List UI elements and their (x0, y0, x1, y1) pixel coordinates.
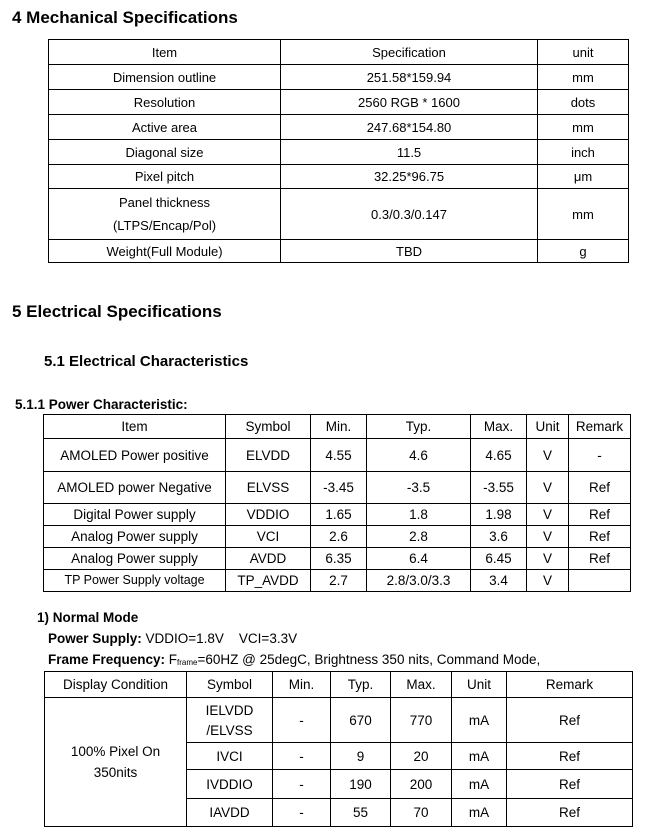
frame-subscript: frame (177, 658, 198, 667)
cell-symbol: ELVSS (226, 472, 311, 504)
symbol-line2: /ELVSS (206, 722, 253, 738)
cell-unit: V (527, 472, 569, 504)
electrical-heading: 5 Electrical Specifications (12, 302, 222, 321)
cell-max: 3.6 (471, 526, 527, 548)
cell-remark: Ref (569, 548, 631, 570)
cell-item: Weight(Full Module) (49, 240, 281, 263)
table-header-row (49, 40, 629, 65)
table-header-row (44, 415, 631, 439)
cell-unit: mA (452, 698, 507, 743)
table-row (44, 472, 631, 504)
header-spec: Specification (281, 40, 538, 65)
symbol-line1: IELVDD (205, 702, 254, 718)
cell-typ: 1.8 (367, 504, 471, 526)
cell-spec: TBD (281, 240, 538, 263)
header-symbol: Symbol (187, 672, 273, 698)
frame-frequency-line (48, 652, 540, 667)
cell-unit: mm (538, 65, 629, 90)
cell-typ: 2.8/3.0/3.3 (367, 570, 471, 592)
cell-unit: V (527, 570, 569, 592)
cell-unit: g (538, 240, 629, 263)
cell-unit: V (527, 439, 569, 472)
mechanical-table (48, 39, 629, 263)
cell-min: 4.55 (311, 439, 367, 472)
cell-remark: - (569, 439, 631, 472)
cell-remark (569, 570, 631, 592)
cell-remark: Ref (507, 770, 633, 799)
cell-remark: Ref (507, 799, 633, 827)
cell-min: 1.65 (311, 504, 367, 526)
normal-mode-table (44, 671, 633, 827)
cell-max: 770 (391, 698, 452, 743)
cell-item: Analog Power supply (44, 548, 226, 570)
power-characteristic-heading: 5.1.1 Power Characteristic: (15, 397, 188, 412)
normal-mode-heading: 1) Normal Mode (37, 610, 139, 625)
cell-symbol: TP_AVDD (226, 570, 311, 592)
cell-typ: -3.5 (367, 472, 471, 504)
cell-symbol (187, 698, 273, 743)
cell-remark: Ref (569, 472, 631, 504)
cell-symbol: IVDDIO (187, 770, 273, 799)
cell-spec: 32.25*96.75 (281, 165, 538, 189)
cell-max: 20 (391, 743, 452, 770)
cell-typ: 55 (331, 799, 391, 827)
cell-min: - (273, 799, 331, 827)
cell-item: Digital Power supply (44, 504, 226, 526)
cell-typ: 4.6 (367, 439, 471, 472)
header-unit: Unit (452, 672, 507, 698)
cell-item-line1: Panel thickness (118, 195, 211, 210)
cell-min: 6.35 (311, 548, 367, 570)
header-typ: Typ. (331, 672, 391, 698)
header-min: Min. (273, 672, 331, 698)
table-header-row (45, 672, 633, 698)
cell-item: TP Power Supply voltage (44, 570, 226, 592)
header-typ: Typ. (367, 415, 471, 439)
header-max: Max. (471, 415, 527, 439)
header-unit: unit (538, 40, 629, 65)
cell-symbol: VDDIO (226, 504, 311, 526)
cell-remark: Ref (569, 504, 631, 526)
cell-unit: mm (538, 189, 629, 240)
power-supply-label: Power Supply: (48, 631, 142, 646)
cell-condition (45, 698, 187, 827)
frame-frequency-label: Frame Frequency: (48, 652, 166, 667)
power-table (43, 414, 631, 592)
cell-unit: mA (452, 799, 507, 827)
electrical-subheading: 5.1 Electrical Characteristics (44, 353, 249, 370)
cell-unit: V (527, 526, 569, 548)
cell-symbol: IVCI (187, 743, 273, 770)
cell-max: -3.55 (471, 472, 527, 504)
cell-typ: 2.8 (367, 526, 471, 548)
cell-unit: mm (538, 115, 629, 140)
cell-unit: dots (538, 90, 629, 115)
table-row (49, 189, 629, 240)
cell-max: 6.45 (471, 548, 527, 570)
cell-min: 2.7 (311, 570, 367, 592)
cell-max: 70 (391, 799, 452, 827)
header-remark: Remark (569, 415, 631, 439)
cell-spec: 251.58*159.94 (281, 65, 538, 90)
header-unit: Unit (527, 415, 569, 439)
cell-symbol: ELVDD (226, 439, 311, 472)
cell-unit: inch (538, 140, 629, 165)
table-row (49, 240, 629, 263)
table-row (44, 439, 631, 472)
cell-item: Analog Power supply (44, 526, 226, 548)
cell-unit: V (527, 548, 569, 570)
cell-item-line2: (LTPS/Encap/Pol) (112, 218, 217, 233)
frame-frequency-value: =60HZ @ 25degC, Brightness 350 nits, Command Mode, (197, 652, 541, 667)
cell-max: 200 (391, 770, 452, 799)
condition-line2: 350nits (93, 765, 138, 780)
header-remark: Remark (507, 672, 633, 698)
cell-remark: Ref (569, 526, 631, 548)
cell-item (49, 189, 281, 240)
cell-symbol: VCI (226, 526, 311, 548)
condition-line1: 100% Pixel On (70, 744, 161, 759)
cell-max: 1.98 (471, 504, 527, 526)
table-row (49, 165, 629, 189)
header-symbol: Symbol (226, 415, 311, 439)
cell-spec: 11.5 (281, 140, 538, 165)
cell-symbol: IAVDD (187, 799, 273, 827)
header-item: Item (44, 415, 226, 439)
cell-unit: mA (452, 743, 507, 770)
cell-max: 4.65 (471, 439, 527, 472)
cell-item: Active area (49, 115, 281, 140)
cell-min: -3.45 (311, 472, 367, 504)
cell-unit: V (527, 504, 569, 526)
cell-item: AMOLED power Negative (44, 472, 226, 504)
power-supply-line (48, 631, 297, 646)
table-row (49, 90, 629, 115)
cell-symbol: AVDD (226, 548, 311, 570)
cell-max: 3.4 (471, 570, 527, 592)
frame-f: F (165, 652, 178, 667)
table-row (44, 526, 631, 548)
cell-min: - (273, 743, 331, 770)
header-max: Max. (391, 672, 452, 698)
cell-min: 2.6 (311, 526, 367, 548)
power-supply-value: VDDIO=1.8V VCI=3.3V (141, 631, 298, 646)
cell-min: - (273, 770, 331, 799)
cell-item: Dimension outline (49, 65, 281, 90)
table-row (49, 140, 629, 165)
table-row (49, 115, 629, 140)
cell-typ: 6.4 (367, 548, 471, 570)
cell-min: - (273, 698, 331, 743)
cell-item: Diagonal size (49, 140, 281, 165)
table-row (45, 698, 633, 743)
header-item: Item (49, 40, 281, 65)
cell-unit: μm (538, 165, 629, 189)
mechanical-heading: 4 Mechanical Specifications (12, 8, 238, 27)
table-row (44, 548, 631, 570)
cell-unit: mA (452, 770, 507, 799)
cell-item: Pixel pitch (49, 165, 281, 189)
cell-item: Resolution (49, 90, 281, 115)
cell-spec: 2560 RGB * 1600 (281, 90, 538, 115)
table-row (49, 65, 629, 90)
cell-typ: 9 (331, 743, 391, 770)
table-row (44, 504, 631, 526)
header-min: Min. (311, 415, 367, 439)
header-condition: Display Condition (45, 672, 187, 698)
table-row (44, 570, 631, 592)
cell-item: AMOLED Power positive (44, 439, 226, 472)
cell-typ: 670 (331, 698, 391, 743)
cell-remark: Ref (507, 698, 633, 743)
cell-spec: 247.68*154.80 (281, 115, 538, 140)
cell-typ: 190 (331, 770, 391, 799)
cell-spec: 0.3/0.3/0.147 (281, 189, 538, 240)
cell-remark: Ref (507, 743, 633, 770)
